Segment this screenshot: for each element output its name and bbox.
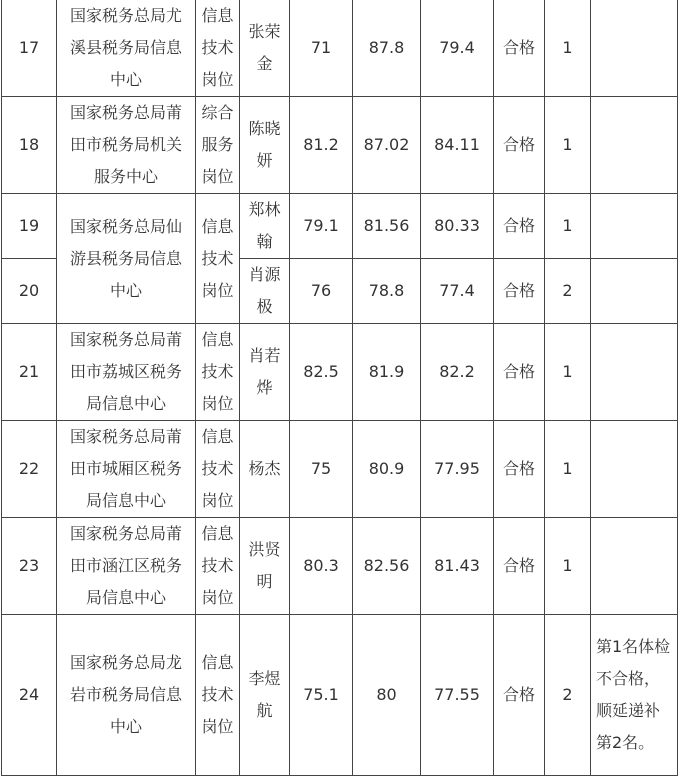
cell-written: 75.1 — [290, 615, 353, 776]
cell-total: 84.11 — [421, 97, 494, 194]
cell-written: 71 — [290, 0, 353, 97]
cell-result: 合格 — [494, 615, 545, 776]
cell-rank: 1 — [545, 97, 591, 194]
cell-name: 陈晓妍 — [240, 97, 290, 194]
cell-post: 信息技术岗位 — [196, 615, 240, 776]
cell-written: 81.2 — [290, 97, 353, 194]
cell-result: 合格 — [494, 97, 545, 194]
cell-unit: 国家税务总局莆田市城厢区税务局信息中心 — [57, 421, 196, 518]
cell-rank: 1 — [545, 421, 591, 518]
cell-interview: 80.9 — [353, 421, 421, 518]
cell-post: 信息技术岗位 — [196, 421, 240, 518]
cell-result: 合格 — [494, 421, 545, 518]
cell-name: 肖源极 — [240, 259, 290, 324]
table-row — [2, 421, 678, 518]
cell-unit: 国家税务总局尤溪县税务局信息中心 — [57, 0, 196, 97]
cell-remark — [591, 518, 678, 615]
cell-name: 洪贤明 — [240, 518, 290, 615]
table-row — [2, 518, 678, 615]
cell-name: 郑林翰 — [240, 194, 290, 259]
cell-total: 77.95 — [421, 421, 494, 518]
cell-name: 张荣金 — [240, 0, 290, 97]
table-row — [2, 0, 678, 97]
cell-no: 23 — [2, 518, 57, 615]
table-row — [2, 324, 678, 421]
cell-no: 24 — [2, 615, 57, 776]
cell-unit: 国家税务总局龙岩市税务局信息中心 — [57, 615, 196, 776]
cell-interview: 81.56 — [353, 194, 421, 259]
cell-interview: 87.02 — [353, 97, 421, 194]
cell-rank: 1 — [545, 0, 591, 97]
cell-post: 综合服务岗位 — [196, 97, 240, 194]
cell-rank: 2 — [545, 615, 591, 776]
cell-total: 77.4 — [421, 259, 494, 324]
cell-result: 合格 — [494, 518, 545, 615]
cell-remark: 第1名体检不合格，顺延递补第2名。 — [591, 615, 678, 776]
cell-remark — [591, 0, 678, 97]
cell-unit: 国家税务总局莆田市荔城区税务局信息中心 — [57, 324, 196, 421]
cell-rank: 2 — [545, 259, 591, 324]
table-row — [2, 97, 678, 194]
cell-no: 22 — [2, 421, 57, 518]
cell-interview: 80 — [353, 615, 421, 776]
cell-written: 82.5 — [290, 324, 353, 421]
cell-interview: 82.56 — [353, 518, 421, 615]
cell-interview: 78.8 — [353, 259, 421, 324]
cell-written: 80.3 — [290, 518, 353, 615]
table-row — [2, 615, 678, 776]
cell-no: 19 — [2, 194, 57, 259]
cell-remark — [591, 421, 678, 518]
cell-remark — [591, 194, 678, 259]
cell-no: 21 — [2, 324, 57, 421]
cell-remark — [591, 324, 678, 421]
cell-written: 79.1 — [290, 194, 353, 259]
cell-written: 76 — [290, 259, 353, 324]
cell-no: 20 — [2, 259, 57, 324]
cell-post: 信息技术岗位 — [196, 194, 240, 324]
cell-remark — [591, 97, 678, 194]
cell-post: 信息技术岗位 — [196, 0, 240, 97]
cell-total: 80.33 — [421, 194, 494, 259]
cell-unit: 国家税务总局莆田市税务局机关服务中心 — [57, 97, 196, 194]
cell-rank: 1 — [545, 324, 591, 421]
cell-total: 77.55 — [421, 615, 494, 776]
cell-result: 合格 — [494, 259, 545, 324]
cell-total: 82.2 — [421, 324, 494, 421]
cell-name: 李煜航 — [240, 615, 290, 776]
results-table — [1, 0, 678, 776]
table-row — [2, 194, 678, 259]
cell-post: 信息技术岗位 — [196, 324, 240, 421]
cell-written: 75 — [290, 421, 353, 518]
cell-no: 18 — [2, 97, 57, 194]
cell-post: 信息技术岗位 — [196, 518, 240, 615]
cell-interview: 87.8 — [353, 0, 421, 97]
cell-result: 合格 — [494, 324, 545, 421]
cell-unit: 国家税务总局莆田市涵江区税务局信息中心 — [57, 518, 196, 615]
cell-result: 合格 — [494, 0, 545, 97]
cell-name: 杨杰 — [240, 421, 290, 518]
cell-total: 79.4 — [421, 0, 494, 97]
cell-total: 81.43 — [421, 518, 494, 615]
cell-interview: 81.9 — [353, 324, 421, 421]
cell-result: 合格 — [494, 194, 545, 259]
cell-remark — [591, 259, 678, 324]
cell-unit: 国家税务总局仙游县税务局信息中心 — [57, 194, 196, 324]
cell-name: 肖若烨 — [240, 324, 290, 421]
cell-no: 17 — [2, 0, 57, 97]
cell-rank: 1 — [545, 518, 591, 615]
cell-rank: 1 — [545, 194, 591, 259]
